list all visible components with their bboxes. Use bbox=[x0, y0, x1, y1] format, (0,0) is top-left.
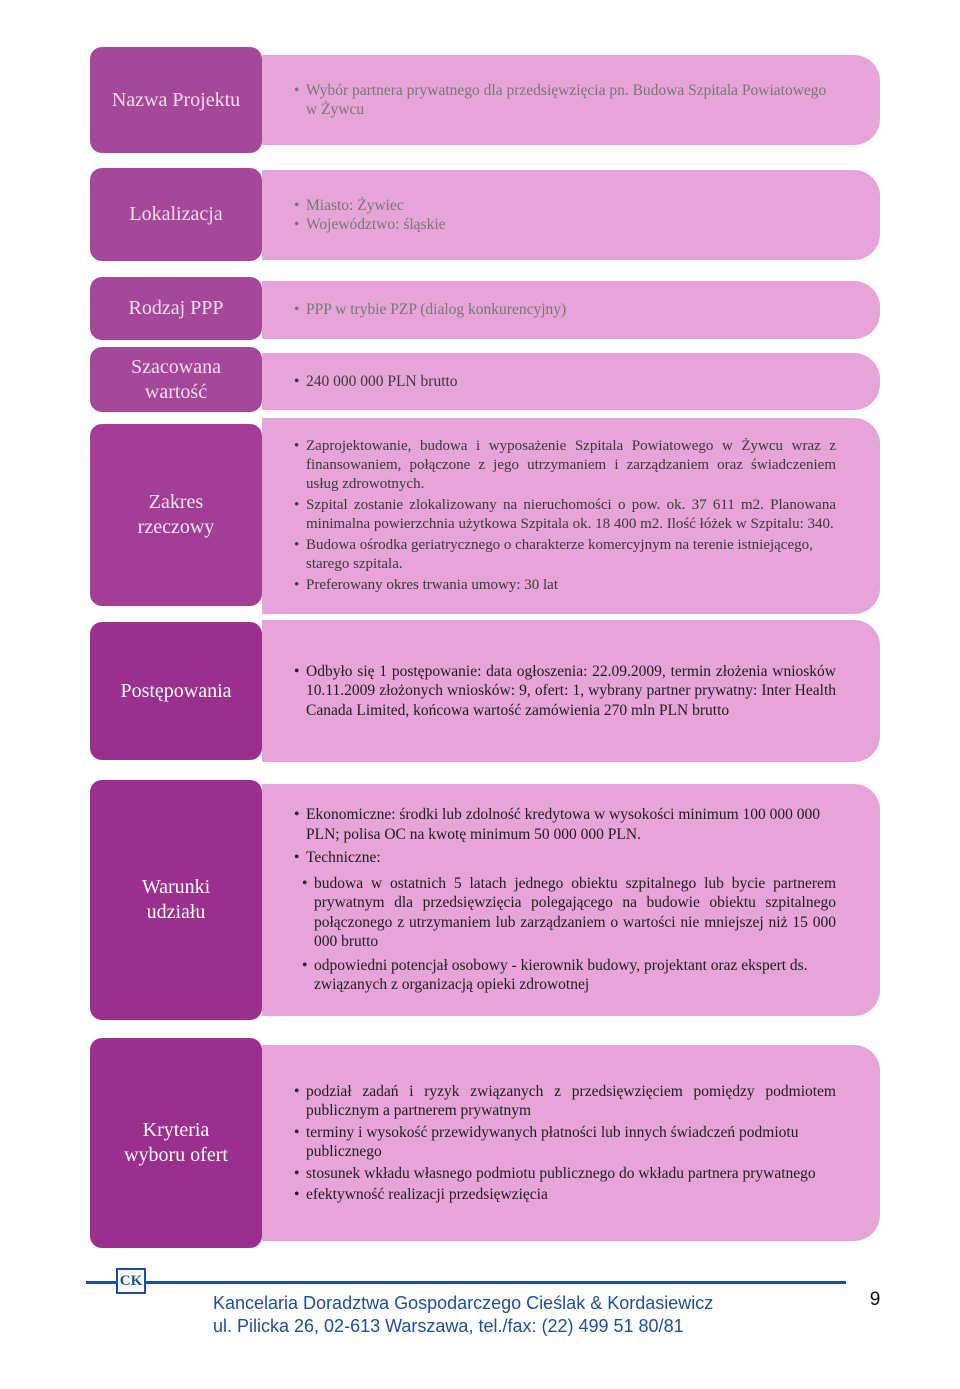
bullet-item: • Szpital zostanie zlokalizowany na nieruchomości o pow. ok. 37 611 m2. Planowana minimalna powierzchnia użytkowa Szpitala ok. 18 400 m2. Ilość łóżek w Szpitalu: 340. bbox=[294, 496, 836, 534]
content-rodzaj-ppp bbox=[262, 281, 880, 339]
label-text: Kryteria wyboru ofert bbox=[124, 1119, 228, 1166]
content-zakres-rzeczowy bbox=[262, 418, 880, 614]
bullet-item: • podział zadań i ryzyk związanych z przedsięwzięciem pomiędzy podmiotem publicznym a partnerem prywatnym bbox=[294, 1082, 836, 1121]
bullet-item: • Województwo: śląskie bbox=[294, 215, 836, 235]
bullet-item: • terminy i wysokość przewidywanych płatności lub innych świadczeń podmiotu publicznego bbox=[294, 1123, 836, 1162]
label-nazwa-projektu: Nazwa Projektu bbox=[90, 47, 262, 153]
bullet-item: • efektywność realizacji przedsięwzięcia bbox=[294, 1185, 836, 1205]
bullet-item: • Ekonomiczne: środki lub zdolność kredytowa w wysokości minimum 100 000 000 PLN; polisa OC na kwotę minimum 50 000 000 PLN. bbox=[294, 805, 836, 844]
page-number: 9 bbox=[869, 1289, 881, 1310]
label-rodzaj-ppp: Rodzaj PPP bbox=[90, 277, 262, 340]
label-warunki-udzialu bbox=[90, 780, 262, 1020]
content-warunki-udzialu bbox=[262, 784, 880, 1016]
footer-address: ul. Pilicka 26, 02-613 Warszawa, tel./fax: (22) 499 51 80/81 bbox=[213, 1316, 684, 1336]
sub-bullet-item: • odpowiedni potencjał osobowy - kierownik budowy, projektant oraz ekspert ds. związanych z organizacją opieki zdrowotnej bbox=[302, 956, 836, 995]
bullet-item: • Wybór partnera prywatnego dla przedsięwzięcia pn. Budowa Szpitala Powiatowego w Żywcu bbox=[294, 81, 836, 120]
bullet-item: • Miasto: Żywiec bbox=[294, 196, 836, 216]
label-text: Zakres rzeczowy bbox=[137, 491, 215, 538]
footer-company-name: Kancelaria Doradztwa Gospodarczego Cieślak & Kordasiewicz bbox=[213, 1293, 714, 1313]
content-kryteria-wyboru-ofert bbox=[262, 1045, 880, 1241]
content-szacowana-wartosc bbox=[262, 353, 880, 410]
sub-bullet-item: • budowa w ostatnich 5 latach jednego obiektu szpitalnego lub bycie partnerem prywatnym dla przedsięwzięcia polegającego na budowie obiektu szpitalnego połączonego z utrzymaniem lub zarządzaniem o wartości nie mniejszej niż 15 000 000 brutto bbox=[302, 874, 836, 952]
bullet-item: • Zaprojektowanie, budowa i wyposażenie Szpitala Powiatowego w Żywcu wraz z finansowaniem, połączone z jego utrzymaniem i zarządzaniem oraz świadczeniem usług zdrowotnych. bbox=[294, 437, 836, 494]
content-lokalizacja bbox=[262, 170, 880, 260]
bullet-item: • PPP w trybie PZP (dialog konkurencyjny) bbox=[294, 300, 836, 320]
content-postepowania bbox=[262, 620, 880, 762]
company-logo bbox=[116, 1268, 146, 1294]
bullet-item: • 240 000 000 PLN brutto bbox=[294, 372, 836, 392]
label-kryteria-wyboru-ofert bbox=[90, 1038, 262, 1248]
bullet-item: • Budowa ośrodka geriatrycznego o charakterze komercyjnym na terenie istniejącego, starego szpitala. bbox=[294, 536, 836, 574]
content-nazwa-projektu bbox=[262, 55, 880, 145]
bullet-item: • Techniczne: bbox=[294, 848, 836, 868]
label-text: Szacowana wartość bbox=[131, 355, 221, 403]
label-szacowana-wartosc bbox=[90, 347, 262, 412]
label-postepowania: Postępowania bbox=[90, 622, 262, 760]
company-logo-text: CK bbox=[119, 1273, 143, 1289]
bullet-item: • Odbyło się 1 postępowanie: data ogłoszenia: 22.09.2009, termin złożenia wniosków 10.11.2009 złożonych wniosków: 9, ofert: 1, wybrany partner prywatny: Inter Health Canada Limited, końcowa wartość zamówienia 270 mln PLN brutto bbox=[294, 662, 836, 721]
bullet-item: • stosunek wkładu własnego podmiotu publicznego do wkładu partnera prywatnego bbox=[294, 1164, 836, 1184]
label-lokalizacja: Lokalizacja bbox=[90, 168, 262, 261]
label-zakres-rzeczowy bbox=[90, 424, 262, 606]
label-text: Warunki udziału bbox=[141, 876, 211, 923]
bullet-item: • Preferowany okres trwania umowy: 30 lat bbox=[294, 576, 836, 595]
